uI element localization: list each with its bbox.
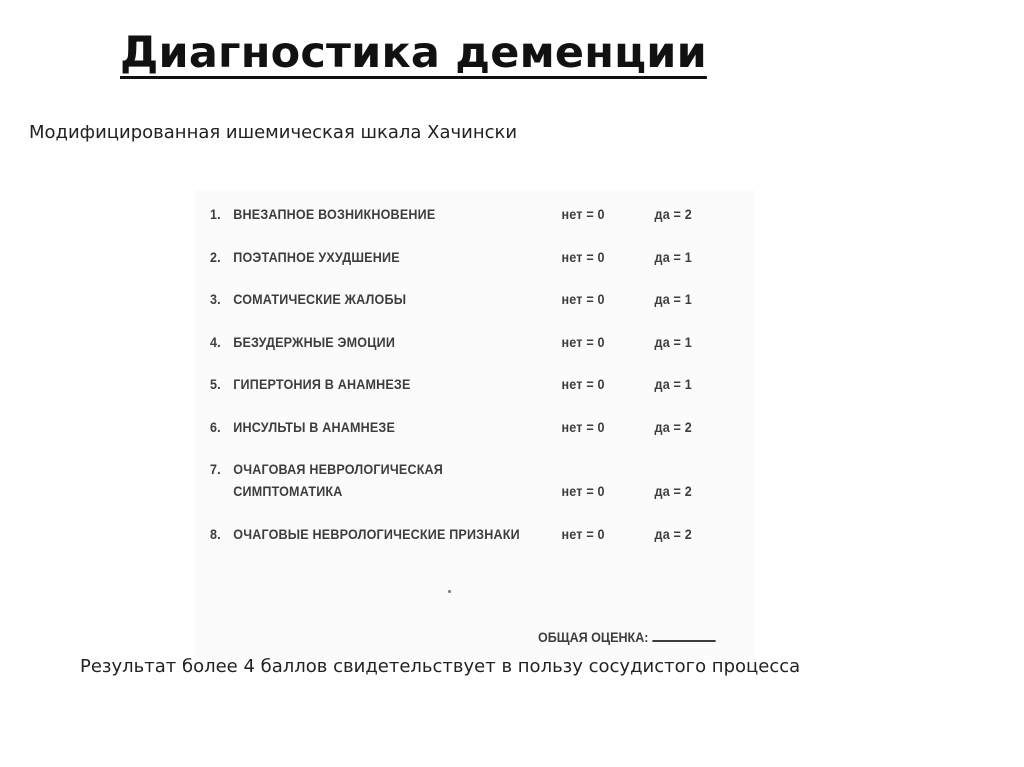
item-yes-score: да = 1 xyxy=(654,377,692,392)
item-number: 8. xyxy=(210,527,221,542)
item-number: 2. xyxy=(210,250,221,265)
item-number: 5. xyxy=(210,377,221,392)
scan-speck xyxy=(448,590,451,593)
item-yes-score: да = 1 xyxy=(654,292,692,307)
item-number: 7. xyxy=(210,462,221,477)
item-name-line2: СИМПТОМАТИКА xyxy=(233,484,343,499)
item-yes-score: да = 2 xyxy=(654,207,692,222)
item-name: ОЧАГОВЫЕ НЕВРОЛОГИЧЕСКИЕ ПРИЗНАКИ xyxy=(233,527,520,542)
item-no-score: нет = 0 xyxy=(561,250,605,265)
item-no-score: нет = 0 xyxy=(561,420,605,435)
item-no-score: нет = 0 xyxy=(561,527,605,542)
item-name: ПОЭТАПНОЕ УХУДШЕНИЕ xyxy=(233,250,400,265)
item-number: 3. xyxy=(210,292,221,307)
item-yes-score: да = 2 xyxy=(654,527,692,542)
total-score-blank xyxy=(652,640,715,642)
item-no-score: нет = 0 xyxy=(561,207,605,222)
item-no-score: нет = 0 xyxy=(561,484,605,499)
item-yes-score: да = 1 xyxy=(654,250,692,265)
item-no-score: нет = 0 xyxy=(561,292,605,307)
item-number: 6. xyxy=(210,420,221,435)
total-score-label: ОБЩАЯ ОЦЕНКА: xyxy=(538,630,649,645)
item-no-score: нет = 0 xyxy=(561,335,605,350)
item-name: БЕЗУДЕРЖНЫЕ ЭМОЦИИ xyxy=(233,335,396,350)
item-no-score: нет = 0 xyxy=(561,377,605,392)
item-name: ВНЕЗАПНОЕ ВОЗНИКНОВЕНИЕ xyxy=(233,207,436,222)
item-yes-score: да = 2 xyxy=(654,420,692,435)
scale-subtitle: Модифицированная ишемическая шкала Хачински xyxy=(29,122,518,143)
item-name: ОЧАГОВАЯ НЕВРОЛОГИЧЕСКАЯ xyxy=(233,462,444,477)
total-score xyxy=(538,630,715,645)
conclusion-text: Результат более 4 баллов свидетельствует в пользу сосудистого процесса xyxy=(80,656,801,677)
item-yes-score: да = 1 xyxy=(654,335,692,350)
item-name: ГИПЕРТОНИЯ В АНАМНЕЗЕ xyxy=(233,377,411,392)
item-name: ИНСУЛЬТЫ В АНАМНЕЗЕ xyxy=(233,420,396,435)
item-number: 1. xyxy=(210,207,221,222)
item-name: СОМАТИЧЕСКИЕ ЖАЛОБЫ xyxy=(233,292,407,307)
slide-title: Диагностика деменции xyxy=(120,28,707,78)
item-yes-score: да = 2 xyxy=(654,484,692,499)
item-number: 4. xyxy=(210,335,221,350)
